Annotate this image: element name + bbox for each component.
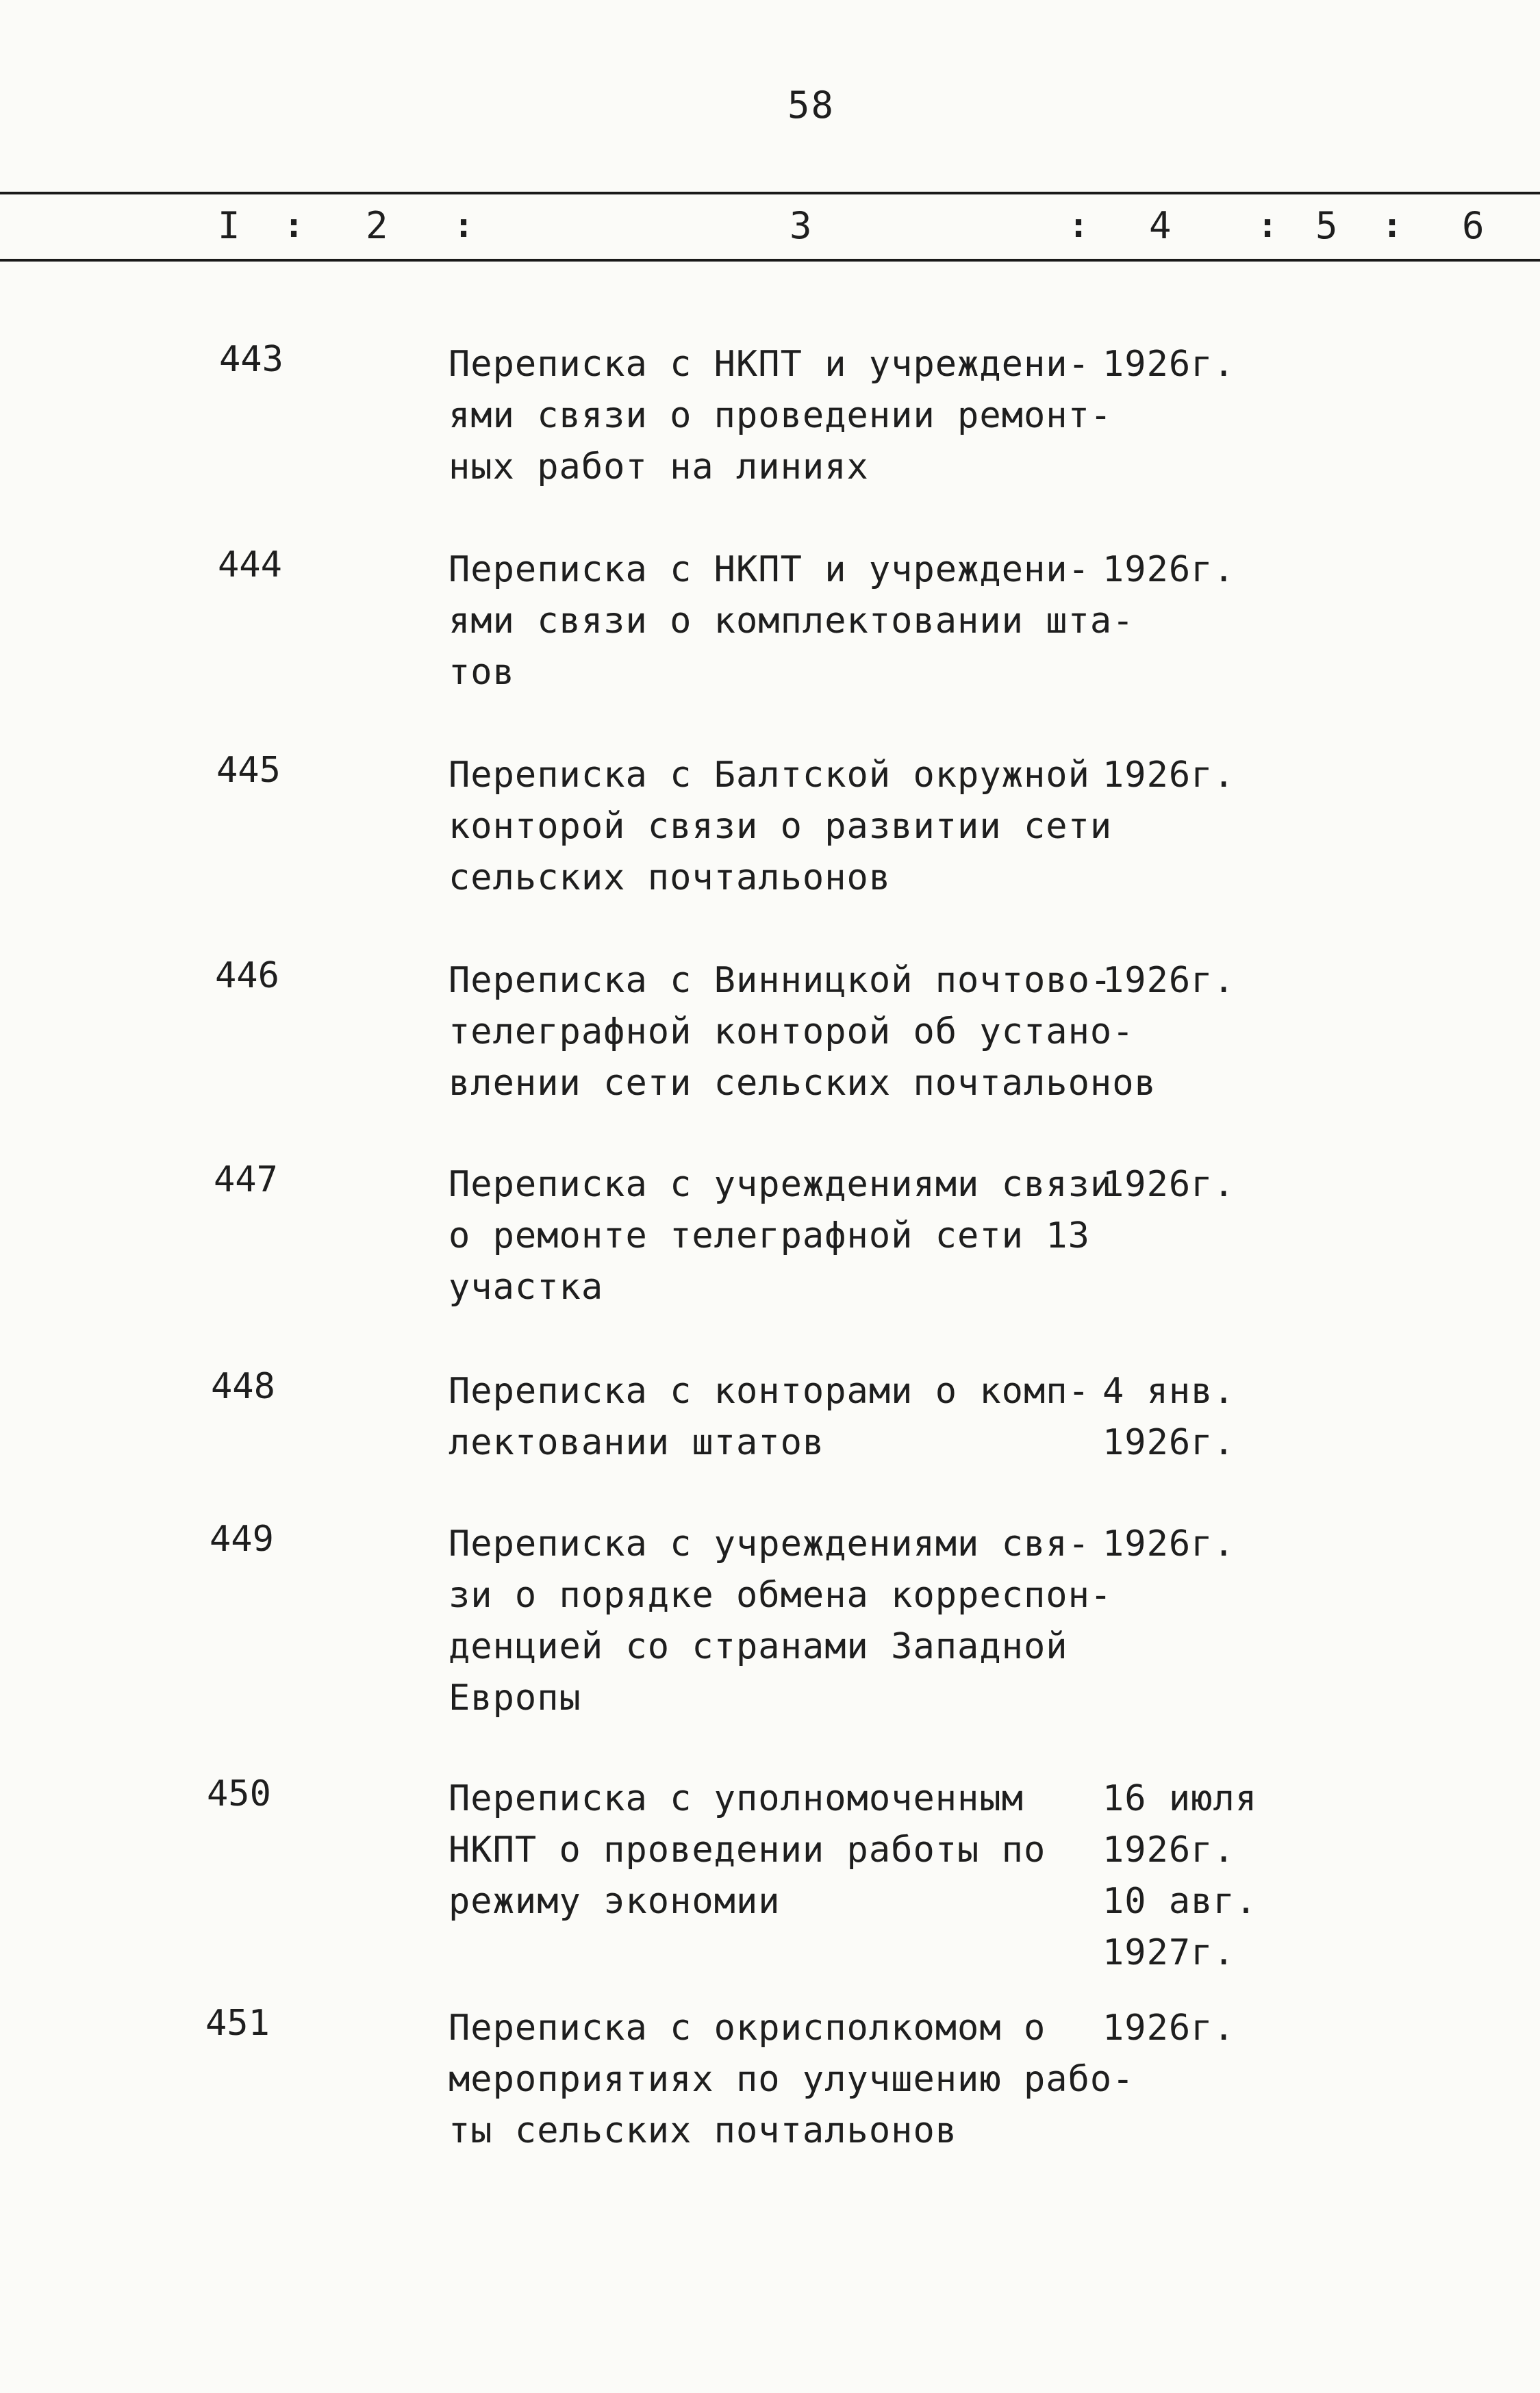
column-header-6: 6 — [1462, 204, 1485, 247]
column-header-4: 4 — [1149, 204, 1172, 247]
entry-title-line: Переписка с Винницкой почтово- — [449, 960, 1113, 1001]
entry-date-line: 1926г. — [1102, 549, 1235, 590]
entry-title-line: Переписка с конторами о комп- — [449, 1371, 1090, 1412]
entry-number: 449 — [210, 1519, 274, 1560]
entry-date — [1102, 1159, 1280, 1211]
entry-title-line: Переписка с НКПТ и учреждени- — [449, 549, 1090, 590]
entry-title-line: Переписка с НКПТ и учреждени- — [449, 344, 1090, 385]
entry-date-line: 1926г. — [1102, 755, 1235, 796]
entry-title-line: влении сети сельских почтальонов — [449, 1063, 1157, 1104]
entry-date-line: 1926г. — [1102, 1829, 1235, 1871]
entry-date — [1102, 544, 1280, 596]
entry-title-line: лектовании штатов — [449, 1422, 825, 1463]
entry-title-line: ями связи о проведении ремонт- — [449, 395, 1113, 436]
entry-title-line: режиму экономии — [449, 1881, 781, 1922]
column-separator: : — [1068, 205, 1089, 245]
entry-title-line: участка — [449, 1267, 604, 1308]
column-header-2: 2 — [366, 204, 388, 247]
entry-title-line: телеграфной конторой об устано- — [449, 1011, 1135, 1052]
entry-title-line: Переписка с Балтской окружной — [449, 755, 1090, 796]
entry-title-line: ных работ на линиях — [449, 446, 869, 488]
entry-title-line: мероприятиях по улучшению рабо- — [449, 2059, 1135, 2100]
entry-number: 443 — [219, 339, 283, 380]
entry-title — [449, 750, 1113, 904]
entry-title — [449, 2003, 1135, 2157]
entry-date-line: 10 авг. — [1102, 1881, 1258, 1922]
entry-date-line: 4 янв. — [1102, 1371, 1235, 1412]
entry-title-line: конторой связи о развитии сети — [449, 806, 1113, 847]
entry-date — [1102, 339, 1280, 390]
entry-date-line: 16 июля — [1102, 1778, 1258, 1819]
column-separator: : — [1382, 205, 1403, 245]
entry-title-line: ты сельских почтальонов — [449, 2110, 958, 2151]
entry-title — [449, 955, 1157, 1109]
entry-title — [449, 339, 1113, 493]
entry-title-line: тов — [449, 652, 515, 693]
entry-date — [1102, 955, 1280, 1006]
entry-title-line: Европы — [449, 1677, 581, 1719]
page-number: 58 — [787, 84, 835, 127]
column-separator: : — [283, 205, 305, 245]
entry-title-line: сельских почтальонов — [449, 857, 892, 898]
entry-number: 448 — [211, 1366, 275, 1407]
entry-title-line: Переписка с уполномоченным — [449, 1778, 1024, 1819]
column-separator: : — [453, 205, 475, 245]
entry-date — [1102, 1773, 1280, 1979]
entry-number: 451 — [205, 2003, 270, 2044]
entry-date — [1102, 2003, 1280, 2054]
entry-title — [449, 1519, 1113, 1724]
column-separator: : — [1257, 205, 1278, 245]
entry-number: 445 — [216, 750, 281, 791]
entry-number: 447 — [214, 1159, 278, 1200]
entry-title — [449, 1159, 1113, 1313]
entry-title-line: Переписка с окрисполкомом о — [449, 2008, 1046, 2049]
column-header-1: I — [218, 204, 240, 247]
entry-date — [1102, 1519, 1280, 1570]
entry-date-line: 1926г. — [1102, 960, 1235, 1001]
header-top-rule — [0, 192, 1540, 194]
entry-date-line: 1926г. — [1102, 1164, 1235, 1205]
entry-date — [1102, 1366, 1280, 1469]
entry-title-line: о ремонте телеграфной сети 13 — [449, 1215, 1090, 1256]
column-header-3: 3 — [790, 204, 812, 247]
entry-title-line: Переписка с учреждениями свя- — [449, 1523, 1090, 1565]
entry-title — [449, 1773, 1099, 1927]
entry-title-line: ями связи о комплектовании шта- — [449, 600, 1135, 642]
entry-date-line: 1926г. — [1102, 1523, 1235, 1565]
header-bottom-rule — [0, 259, 1540, 262]
entry-date-line: 1926г. — [1102, 2008, 1235, 2049]
entry-number: 446 — [215, 955, 279, 996]
entry-number: 444 — [218, 544, 282, 585]
entry-title-line: зи о порядке обмена корреспон- — [449, 1575, 1113, 1616]
entry-date-line: 1926г. — [1102, 1422, 1235, 1463]
entry-date-line: 1926г. — [1102, 344, 1235, 385]
entry-number: 450 — [207, 1773, 271, 1814]
column-header-5: 5 — [1315, 204, 1338, 247]
entry-title-line: Переписка с учреждениями связи — [449, 1164, 1113, 1205]
entry-title-line: НКПТ о проведении работы по — [449, 1829, 1046, 1871]
entry-title-line: денцией со странами Западной — [449, 1626, 1068, 1667]
entry-title — [449, 544, 1135, 698]
entry-date-line: 1927г. — [1102, 1932, 1235, 1973]
entry-date — [1102, 750, 1280, 801]
entry-title — [449, 1366, 1099, 1469]
